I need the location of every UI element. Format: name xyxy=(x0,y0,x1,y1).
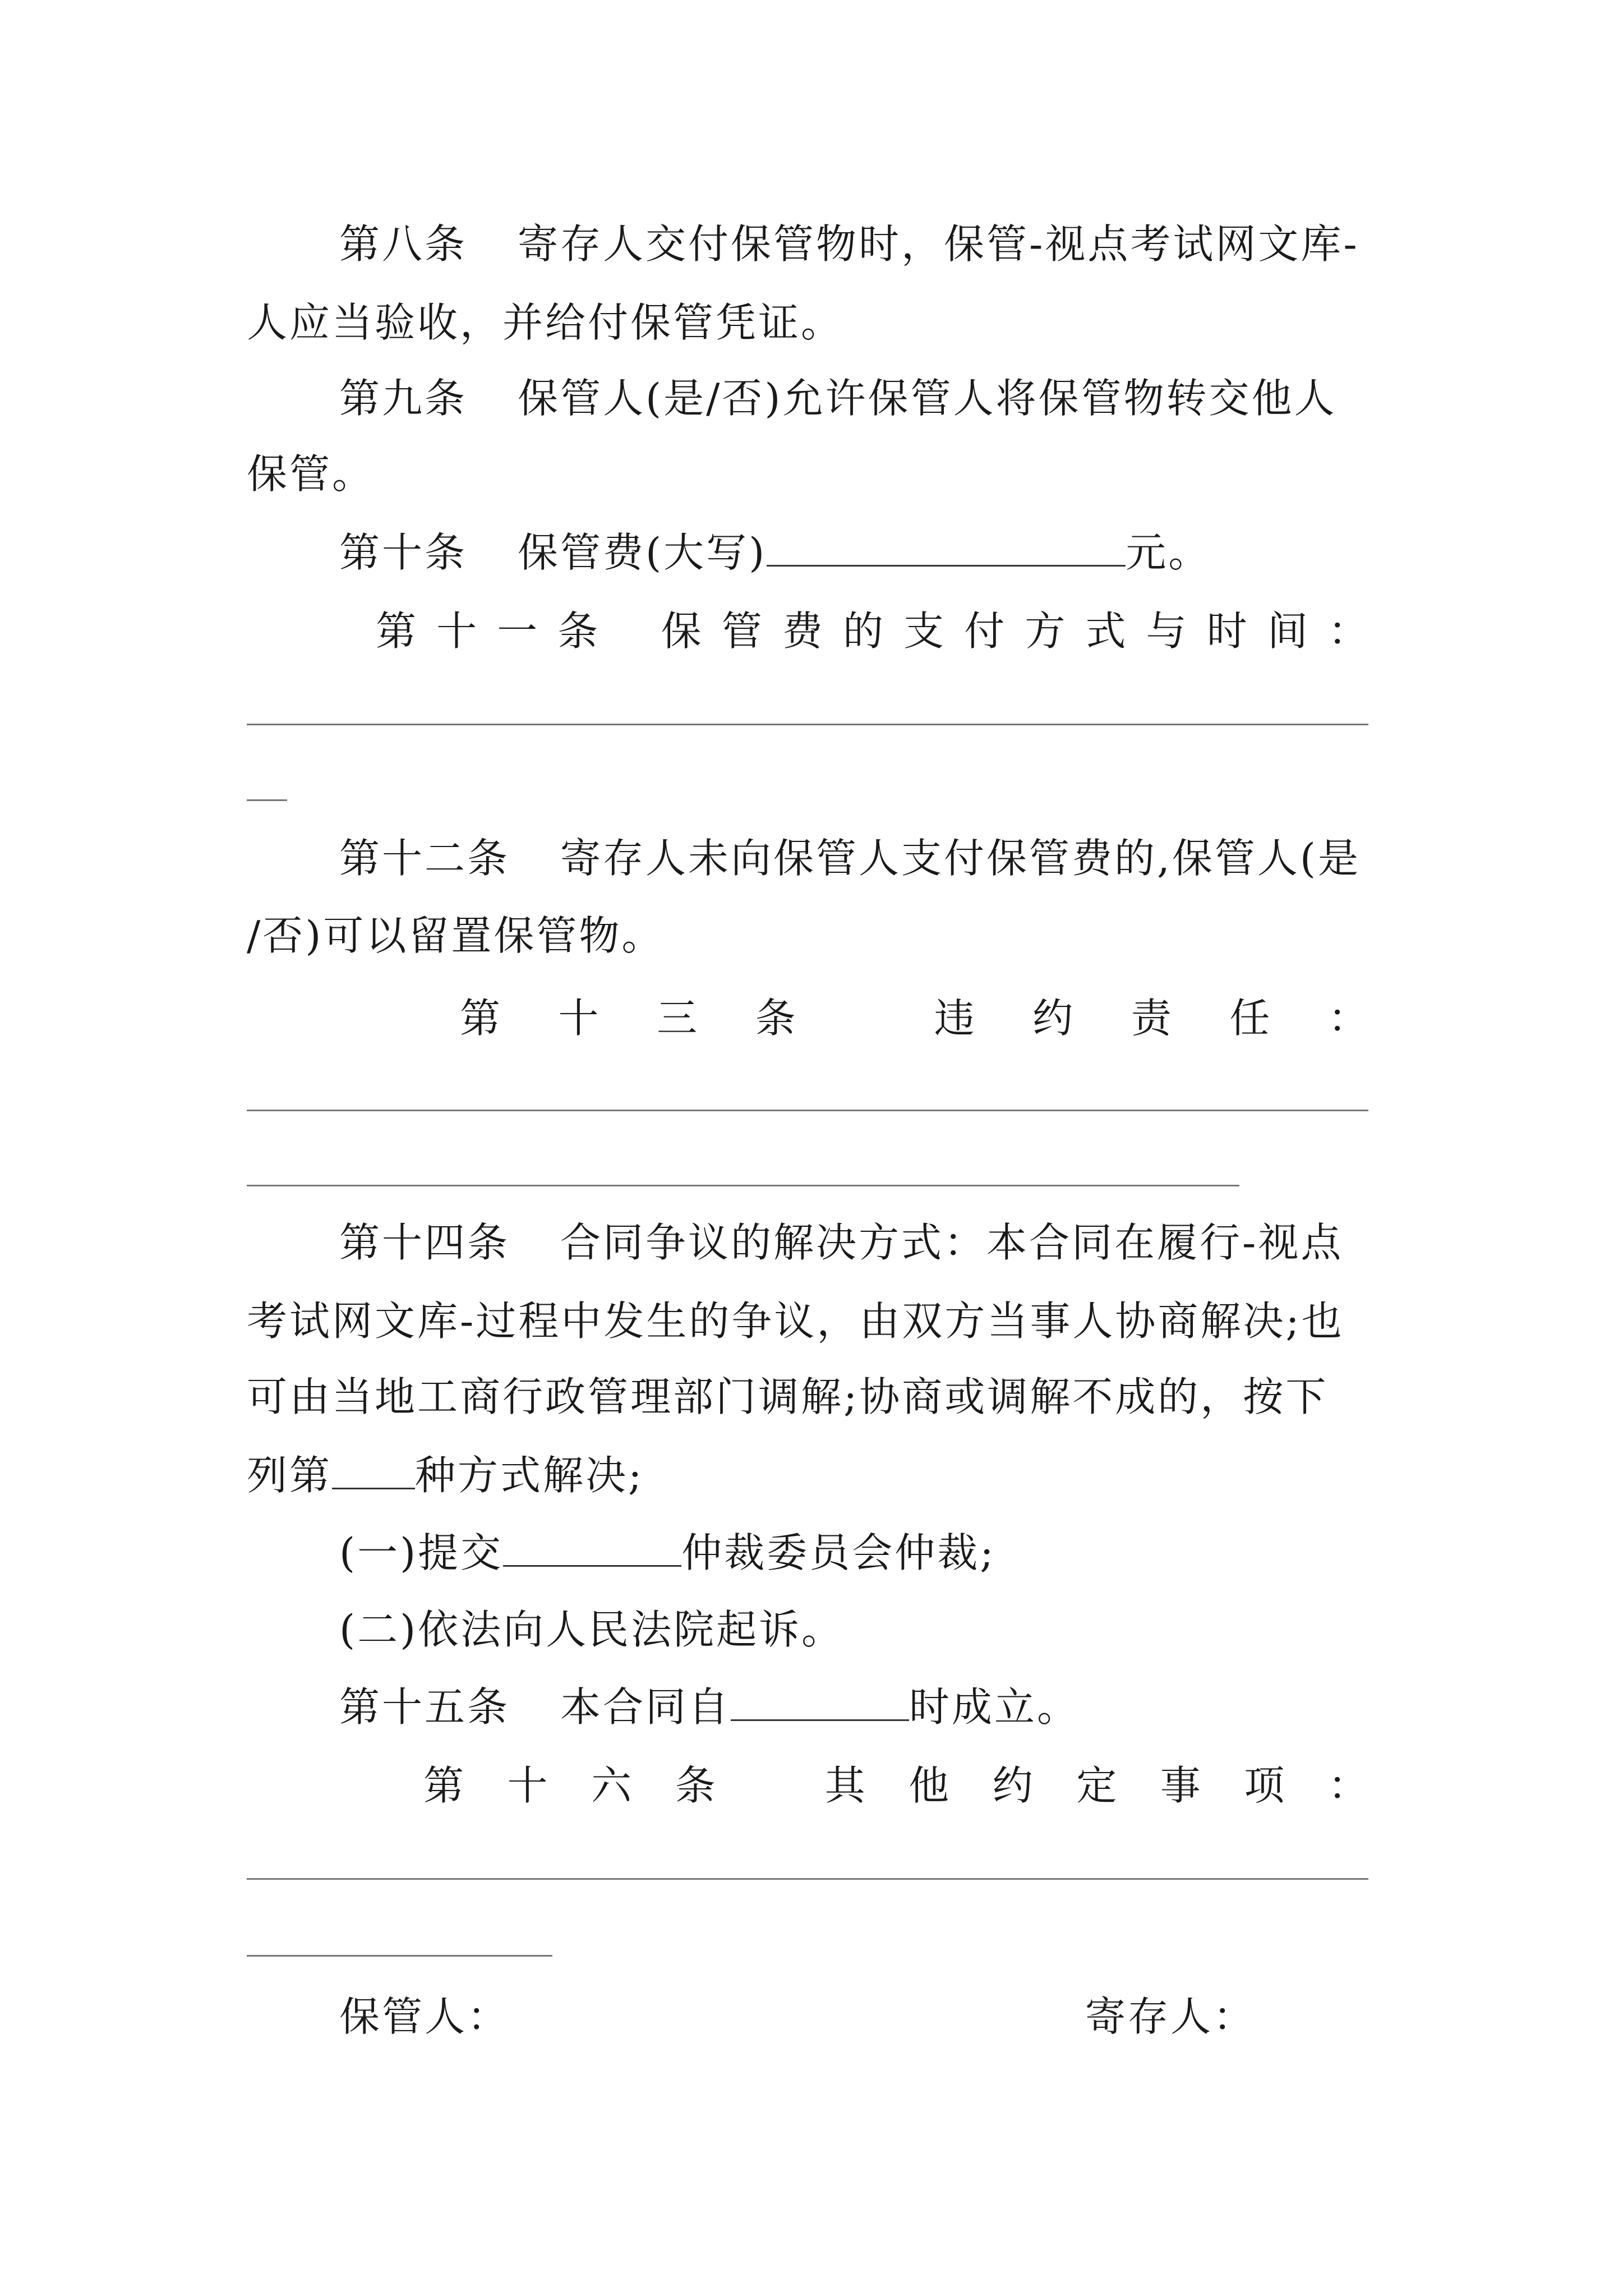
l9-char: 三 xyxy=(657,995,698,1042)
article-14-line-2: 考试网文库-过程中发生的争议，由双方当事人协商解决;也 xyxy=(247,1297,1344,1345)
article-9-text: 保管人(是/否)允许保管人将保管物转交他人 xyxy=(518,375,1337,422)
l17-char: 十 xyxy=(507,1762,548,1809)
article-12-line-2: /否)可以留置保管物。 xyxy=(247,912,665,959)
l6-char: 与 xyxy=(1146,608,1187,655)
option-number-blank[interactable] xyxy=(332,1448,415,1489)
l9-char: 任 xyxy=(1229,995,1270,1042)
article-8-line-2: 人应当验收，并给付保管凭证。 xyxy=(247,299,844,346)
article-10-text: 保管费(大写) xyxy=(518,529,767,576)
l6-char: 一 xyxy=(497,608,538,655)
l17-char: 其 xyxy=(824,1762,865,1809)
article-14-option-prefix: 列第 xyxy=(247,1452,333,1499)
article-9-line-2: 保管。 xyxy=(247,450,375,498)
l6-char: 间 xyxy=(1267,608,1308,655)
depositor-signature-label: 寄存人： xyxy=(1085,1993,1256,2040)
arbitration-committee-blank[interactable] xyxy=(503,1526,681,1567)
article-9-number: 第九条 xyxy=(339,375,468,422)
article-16-fill-line-1[interactable] xyxy=(247,1878,1368,1880)
l6-char: 第 xyxy=(376,608,417,655)
article-10-line xyxy=(339,524,1483,581)
article-8-line-1 xyxy=(339,216,1483,272)
option-1-prefix: (一)提交 xyxy=(339,1529,504,1576)
article-12-text: 寄存人未向保管人支付保管费的,保管人(是 xyxy=(560,835,1361,882)
article-16-line xyxy=(423,1757,1368,1814)
article-14-line-3: 可由当地工商行政管理部门调解;协商或调解不成的，按下 xyxy=(247,1373,1329,1420)
l17-char: 事 xyxy=(1160,1762,1201,1809)
article-14-option-suffix: 种方式解决; xyxy=(415,1452,644,1499)
article-16-fill-line-2[interactable] xyxy=(247,1955,552,1957)
article-11-fill-line-1[interactable] xyxy=(247,724,1368,725)
article-10-number: 第十条 xyxy=(339,529,468,576)
option-1-suffix: 仲裁委员会仲裁; xyxy=(681,1529,996,1576)
article-10-unit: 元。 xyxy=(1126,529,1211,576)
l6-char: 支 xyxy=(903,608,944,655)
l17-char: 第 xyxy=(423,1762,464,1809)
article-15-number: 第十五条 xyxy=(339,1683,510,1731)
l9-char: 违 xyxy=(934,995,975,1042)
l6-char: 方 xyxy=(1025,608,1066,655)
l6-char: 时 xyxy=(1206,608,1247,655)
l9-char xyxy=(854,990,876,1046)
l17-char: 条 xyxy=(675,1762,716,1809)
option-1-line xyxy=(339,1525,1483,1581)
l6-char: 付 xyxy=(964,608,1005,655)
article-15-line xyxy=(339,1679,1483,1735)
l17-char: 六 xyxy=(591,1762,632,1809)
article-13-line xyxy=(460,990,1368,1046)
article-8-text: 寄存人交付保管物时，保管-视点考试网文库- xyxy=(518,220,1359,268)
l17-char: ： xyxy=(1327,1762,1368,1809)
option-2-line: (二)依法向人民法院起诉。 xyxy=(339,1606,845,1653)
article-11-line xyxy=(376,603,1368,659)
article-8-number: 第八条 xyxy=(339,220,468,268)
fee-amount-blank[interactable] xyxy=(767,526,1126,567)
l17-char: 项 xyxy=(1244,1762,1285,1809)
article-12-number: 第十二条 xyxy=(339,835,510,882)
article-12-line-1 xyxy=(339,830,1483,886)
l6-char: 十 xyxy=(436,608,477,655)
l9-char: 约 xyxy=(1032,995,1073,1042)
article-13-fill-line-1[interactable] xyxy=(247,1110,1368,1111)
article-9-line-1 xyxy=(339,370,1483,426)
l6-char: 保 xyxy=(661,608,702,655)
l17-char: 定 xyxy=(1076,1762,1117,1809)
l6-char: 的 xyxy=(842,608,883,655)
custodian-signature-label: 保管人： xyxy=(339,1993,510,2040)
article-14-line-4 xyxy=(247,1447,1391,1503)
l9-char: 条 xyxy=(755,995,796,1042)
l6-char xyxy=(619,603,641,659)
article-14-line-1 xyxy=(339,1214,1483,1271)
l9-char: 责 xyxy=(1131,995,1172,1042)
l6-char: 管 xyxy=(721,608,762,655)
l17-char: 约 xyxy=(992,1762,1033,1809)
article-13-fill-line-2[interactable] xyxy=(247,1185,1239,1186)
l6-char: 式 xyxy=(1085,608,1126,655)
l17-char: 他 xyxy=(909,1762,949,1809)
article-14-text: 合同争议的解决方式：本合同在履行-视点 xyxy=(560,1219,1344,1266)
article-14-number: 第十四条 xyxy=(339,1219,510,1266)
article-15-suffix: 时成立。 xyxy=(909,1683,1080,1731)
l9-char: 第 xyxy=(460,995,501,1042)
effective-time-blank[interactable] xyxy=(731,1680,909,1721)
article-15-text: 本合同自 xyxy=(560,1683,731,1731)
l6-char: ： xyxy=(1327,608,1368,655)
l17-char xyxy=(759,1757,781,1814)
l6-char: 条 xyxy=(557,608,598,655)
l9-char: ： xyxy=(1327,995,1368,1042)
article-11-fill-line-2[interactable] xyxy=(247,799,287,801)
l9-char: 十 xyxy=(558,995,599,1042)
l6-char: 费 xyxy=(782,608,823,655)
